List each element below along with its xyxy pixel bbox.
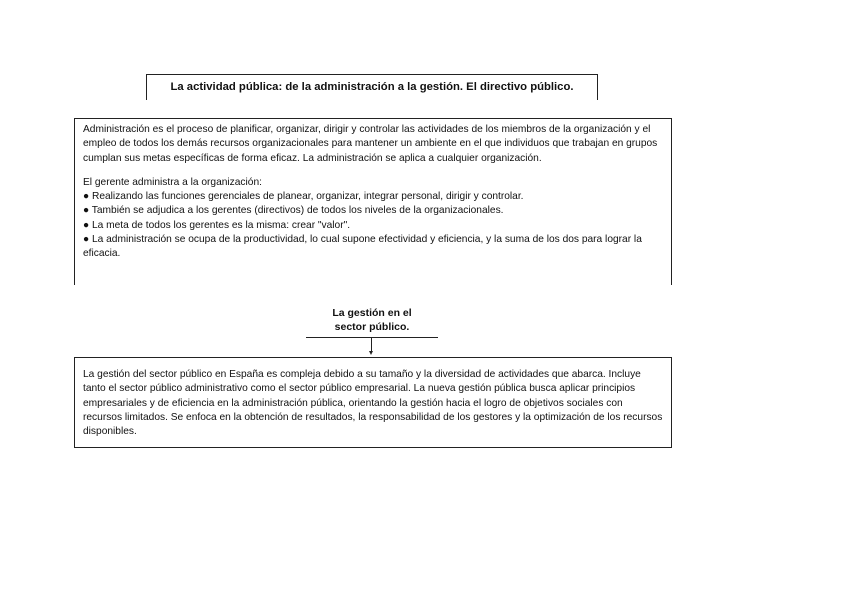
public-sector-box	[74, 357, 672, 448]
definition-box	[74, 118, 672, 285]
bullet-item: ● Realizando las funciones gerenciales de planear, organizar, integrar personal, dirigir y controlar.	[83, 191, 524, 203]
bullet-item: ● También se adjudica a los gerentes (directivos) de todos los niveles de la organizacionales.	[83, 205, 504, 217]
subtitle-line-2: sector público.	[334, 321, 410, 333]
subtitle-underline	[306, 337, 438, 338]
bullet-item: ● La meta de todos los gerentes es la misma: crear "valor".	[83, 219, 351, 231]
section-subtitle	[306, 306, 438, 334]
manager-bullet-list	[83, 190, 663, 261]
paragraph-spacer	[83, 166, 663, 176]
manager-intro: El gerente administra a la organización:	[83, 176, 262, 188]
connector-line	[371, 338, 372, 352]
bullet-item: ● La administración se ocupa de la productividad, lo cual supone efectividad y eficiencia, y la suma de los dos para lograr la eficacia.	[83, 234, 642, 260]
public-sector-paragraph: La gestión del sector público en España es compleja debido a su tamaño y la diversidad de actividades que abarca. Incluye tanto el sector público administrativo como el sector público empresarial. La nueva gestión pública busca aplicar principios empresariales y de eficiencia en la administración pública, orientando la gestión hacia el logro de objetivos sociales con recursos limitados. Se enfoca en la obtención de resultados, la responsabilidad de los gestores y la optimización de los recursos disponibles.	[83, 369, 663, 438]
arrow-down-icon	[369, 351, 373, 355]
main-title: La actividad pública: de la administración a la gestión. El directivo público.	[146, 74, 598, 100]
definition-paragraph: Administración es el proceso de planificar, organizar, dirigir y controlar las actividades de los miembros de la organización y el empleo de todos los demás recursos organizacionales para mantener un ambiente en el que individuos que trabajan en grupos cumplan sus metas específicas de forma eficaz. La administración se aplica a cualquier organización.	[83, 124, 658, 164]
subtitle-line-1: La gestión en el	[332, 307, 412, 319]
